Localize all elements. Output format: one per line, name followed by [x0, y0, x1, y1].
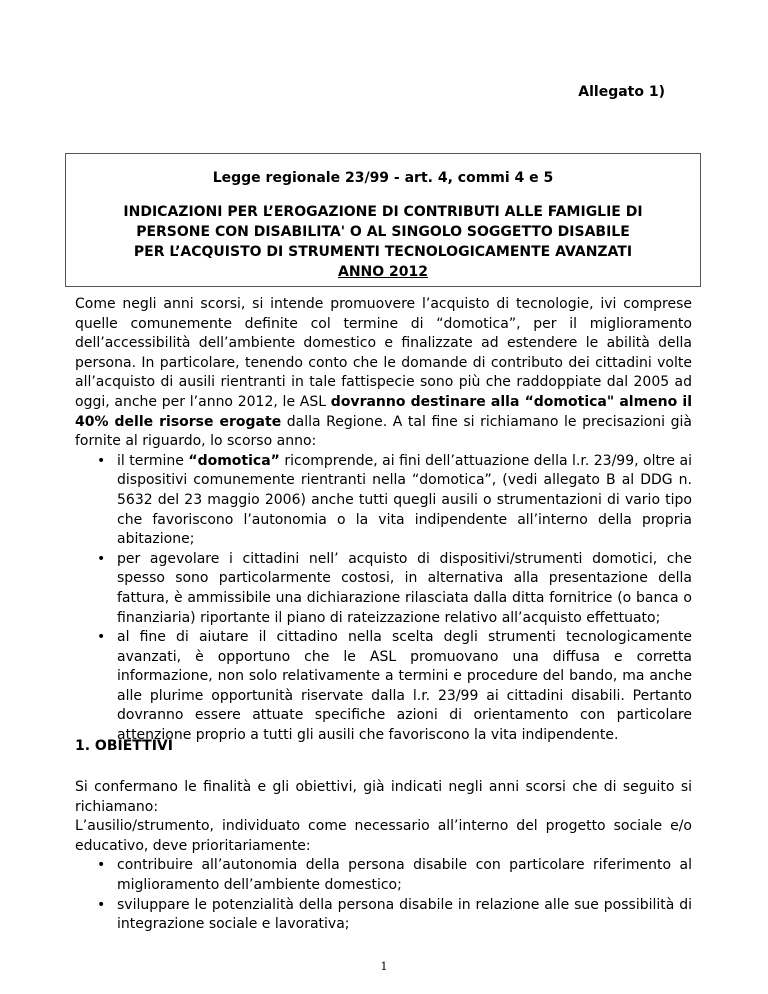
intro-bullet-list [75, 452, 692, 746]
objectives-bullet-list [75, 856, 692, 934]
annex-label: Allegato 1) [578, 84, 665, 100]
list-item: • al fine di aiutare il cittadino nella scelta degli strumenti tecnologicamente avanzati, è opportuno che le ASL promuovano una diffusa e corretta informazione, non solo relativamente a termini e procedure del bando, ma anche alle plurime opportunità riservate dalla l.r. 23/99 ai cittadini disabili. Pertanto dovranno essere attuate specifiche azioni di orientamento con particolare attenzione proprio a tutti gli ausili che favoriscono la vita indipendente. [117, 628, 692, 746]
list-item: • sviluppare le potenzialità della persona disabile in relazione alle sue possibilità di integrazione sociale e lavorativa; [117, 896, 692, 935]
list-item: • per agevolare i cittadini nell’ acquisto di dispositivi/strumenti domotici, che spesso sono particolarmente costosi, in alternativa alla presentazione della fattura, è ammissibile una dichiarazione rilasciata dalla ditta fornitrice (o banca o finanziaria) riportante il piano di rateizzazione relativo all’acquisto effettuato; [117, 550, 692, 628]
list-item: • contribuire all’autonomia della persona disabile con particolare riferimento al miglioramento dell’ambiente domestico; [117, 856, 692, 895]
list-item: • il termine “domotica” ricomprende, ai fini dell’attuazione della l.r. 23/99, oltre ai dispositivi comunemente rientranti nella “domotica”, (vedi allegato B al DDG n. 5632 del 23 maggio 2006) anche tutti quegli ausili o strumentazioni di vario tipo che favoriscono l’autonomia o la vita indipendente all’interno della propria abitazione; [117, 452, 692, 550]
subject-line-1: INDICAZIONI PER L’EROGAZIONE DI CONTRIBUTI ALLE FAMIGLIE DI [123, 204, 643, 220]
law-reference: Legge regionale 23/99 - art. 4, commi 4 e 5 [212, 170, 554, 186]
document-subject [66, 202, 700, 282]
section-heading: 1. OBIETTIVI [75, 738, 173, 754]
intro-emphasis: dovranno destinare alla “domotica" almeno il 40% delle risorse erogate [75, 393, 692, 430]
objectives-paragraph-2: L’ausilio/strumento, individuato come necessario all’interno del progetto sociale e/o educativo, deve prioritariamente: [75, 818, 692, 854]
intro-paragraph: Come negli anni scorsi, si intende promuovere l’acquisto di tecnologie, ivi comprese quelle comunemente definite col termine di “domotica”, per il miglioramento dell’accessibilità dell’ambiente domestico e finalizzate ad estendere le abilità della persona. In particolare, tenendo conto che le domande di contributo dei cittadini volte all’acquisto di ausili rientranti in tale fattispecie sono più che raddoppiate dal 2005 ad oggi, anche per l’anno 2012, le ASL dovranno destinare alla “domotica" almeno il 40% delle risorse erogate dalla Regione. A tal fine si richiamano le precisazioni già fornite al riguardo, lo scorso anno: [75, 296, 693, 450]
subject-line-2: PERSONE CON DISABILITA' O AL SINGOLO SOGGETTO DISABILE [136, 224, 630, 240]
title-box [65, 153, 701, 287]
objectives-paragraph-1: Si confermano le finalità e gli obiettivi, già indicati negli anni scorsi che di seguito si richiamano: [75, 779, 692, 815]
intro-section [75, 295, 692, 746]
subject-line-3: PER L’ACQUISTO DI STRUMENTI TECNOLOGICAMENTE AVANZATI [133, 244, 633, 260]
subject-year: ANNO 2012 [337, 264, 428, 280]
objectives-section [75, 778, 692, 935]
page-number: 1 [380, 960, 388, 973]
